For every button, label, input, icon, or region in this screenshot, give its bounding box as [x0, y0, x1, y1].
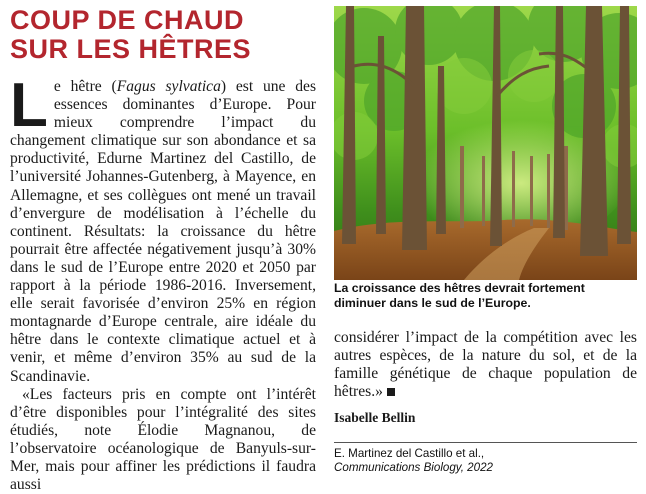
article-paragraph-1 — [10, 71, 317, 386]
article-paragraph-2: «Les facteurs pris en compte ont l’intérêt d’être disponibles pour l’intégralité des sites étudiés, note Élodie Magnanou, de l’observatoire océanologique de Banyuls-sur-Mer, mais pour affiner les prédictions il faudra aussi — [10, 385, 316, 494]
article-body-left-column — [10, 71, 317, 494]
photo-caption: La croissance des hêtres devrait fortement diminuer dans le sud de l’Europe. — [334, 281, 585, 310]
headline-line-1: COUP DE CHAUD — [10, 5, 245, 35]
beech-forest-photo — [334, 6, 637, 280]
paragraph-2-continued-text: considérer l’impact de la compétition avec les autres espèces, de la nature du sol, et de la famille génétique de chaque population de hêtres.» — [334, 329, 637, 401]
author-byline: Isabelle Bellin — [334, 410, 416, 425]
article-paragraph-2-continued — [334, 329, 637, 401]
citation-reference — [334, 447, 637, 475]
drop-cap: L — [10, 71, 48, 140]
divider — [334, 442, 637, 443]
reference-authors: E. Martinez del Castillo et al., — [334, 447, 485, 460]
headline-line-2: SUR LES HÊTRES — [10, 34, 252, 64]
paragraph-1-intro: e hêtre ( — [53, 78, 117, 95]
reference-journal: Communications Biology, 2022 — [334, 461, 493, 474]
forest-illustration — [334, 6, 637, 280]
end-of-article-mark — [387, 388, 395, 396]
headline — [10, 6, 310, 64]
article-body-right-column — [334, 329, 637, 401]
paragraph-1-body: ) est une des essences dominantes d’Europe. Pour mieux comprendre l’impact du changement climatique sur son abondance et sa productivité, Edurne Martinez del Castillo, de l’université Johannes-Gutenberg, à Mayence, en Allemagne, et ses collègues ont mené un travail d’envergure de modélisation à l’échelle du continent. Résultats: la croissance du hêtre pourrait être affectée négativement jusqu’à 30% dans le sud de l’Europe entre 2020 et 2050 par rapport à la période 1986-2016. Inversement, elle serait favorisée d’environ 25% en région montagnarde d’Europe centrale, aire idéale du hêtre dans le contexte climatique actuel et à venir, et même d’environ 35% au sud de la Scandinavie. — [10, 78, 317, 385]
latin-species-name: Fagus sylvatica — [116, 78, 221, 95]
